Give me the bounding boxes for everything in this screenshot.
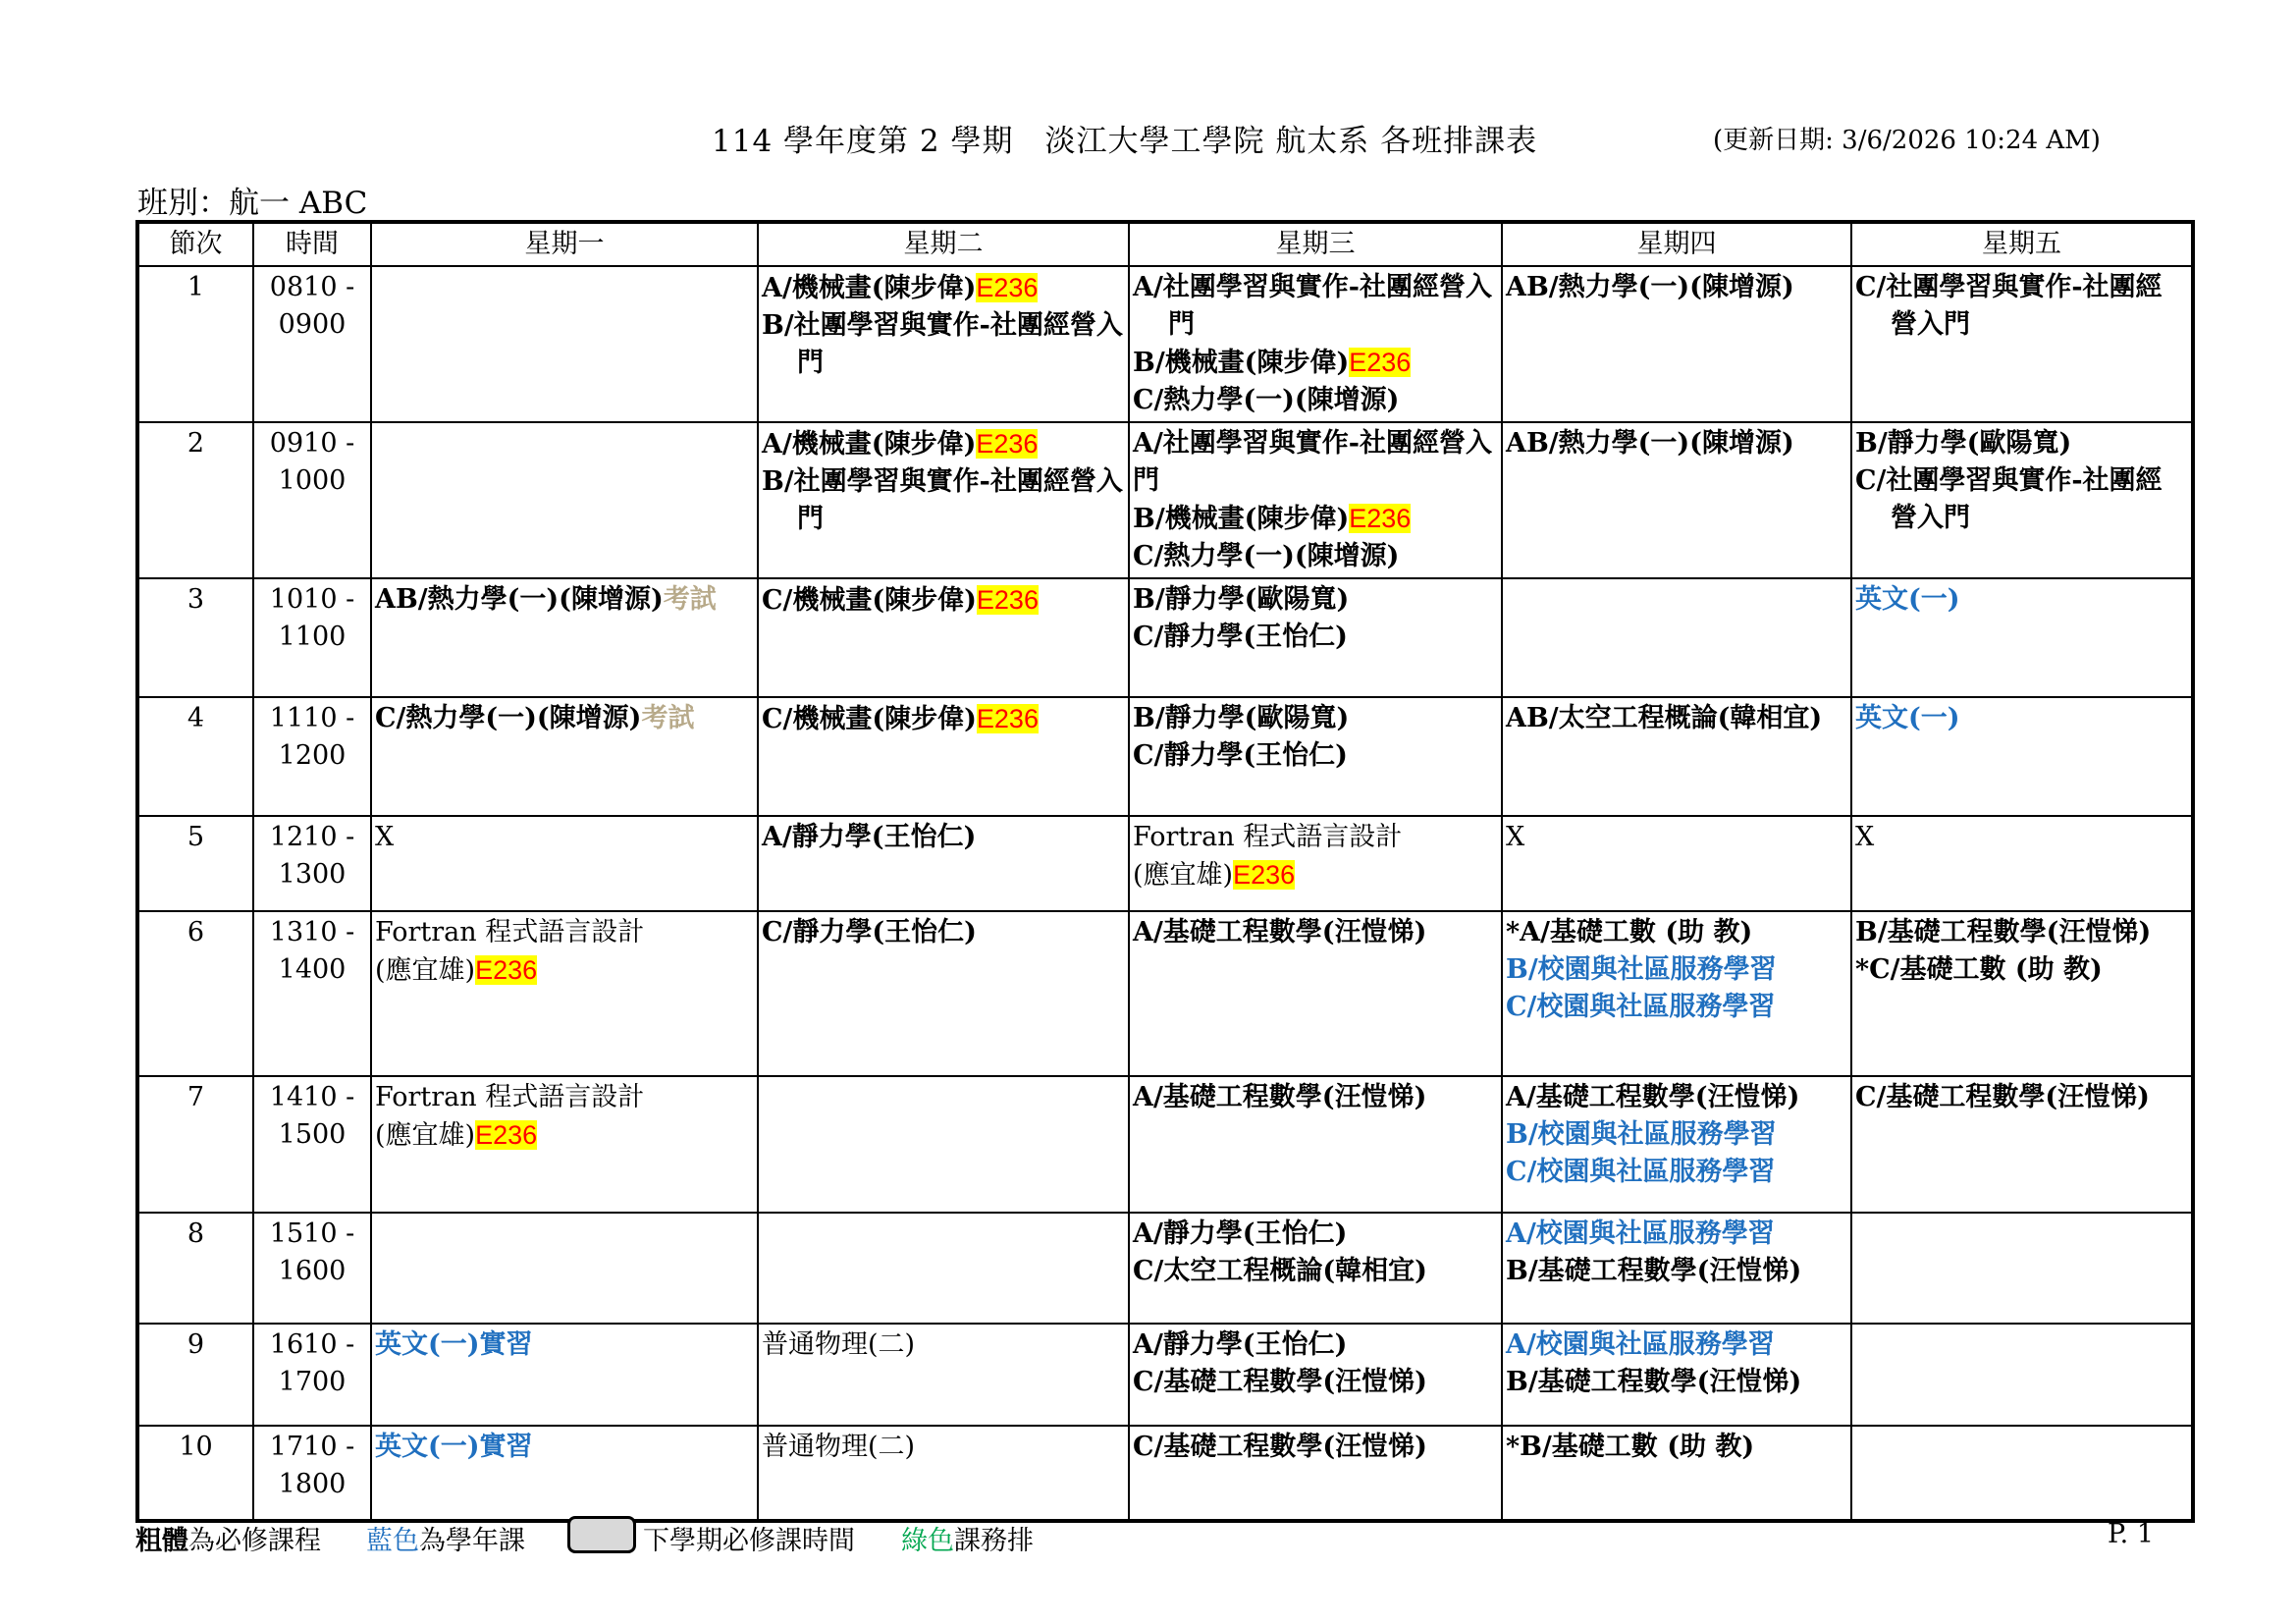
cell-monday: [371, 1426, 758, 1521]
course-entry: [1506, 1326, 1847, 1364]
course-name: AB/太空工程概論(韓相宜): [1506, 703, 1823, 733]
course-name: Fortran 程式語言設計: [375, 1082, 645, 1112]
cell-tuesday: [758, 1426, 1129, 1521]
time-end: 1800: [278, 1469, 347, 1499]
room-tag: E236: [976, 429, 1039, 459]
course-entry: [1506, 1364, 1847, 1401]
period-number: 1: [137, 266, 253, 422]
cell-friday: [1851, 1426, 2193, 1521]
time-range: [253, 578, 371, 697]
course-name: B/校園與社區服務學習: [1506, 954, 1777, 985]
course-name: AB/熱力學(一)(陳增源): [1506, 272, 1794, 302]
course-name: B/靜力學(歐陽寬): [1133, 703, 1350, 733]
time-end: 1400: [278, 954, 347, 985]
course-name: A/社團學習與實作-社團經營入門: [1133, 272, 1493, 340]
course-name: C/熱力學(一)(陳增源): [375, 703, 642, 733]
course-entry: [762, 1429, 1125, 1466]
cell-tuesday: [758, 1213, 1129, 1324]
cell-wednesday: [1129, 1426, 1502, 1521]
course-entry: [762, 1326, 1125, 1364]
page-number: P. 1: [2107, 1519, 2154, 1549]
course-name: C/基礎工程數學(汪愷悌): [1133, 1367, 1427, 1397]
cell-monday: [371, 422, 758, 578]
course-name: C/校園與社區服務學習: [1506, 1157, 1776, 1187]
course-name: AB/熱力學(一)(陳增源): [1506, 428, 1794, 459]
course-name: 普通物理(二): [762, 1329, 916, 1360]
header-row: [137, 222, 2193, 266]
course-name: C/社團學習與實作-社團經營入門: [1855, 465, 2163, 533]
course-entry: [1855, 819, 2188, 856]
course-name: C/靜力學(王怡仁): [762, 917, 977, 947]
cell-monday: [371, 816, 758, 911]
course-entry: [1133, 269, 1498, 344]
time-start: 1210 -: [269, 822, 355, 852]
cell-wednesday: [1129, 697, 1502, 816]
schedule-row: [137, 816, 2193, 911]
course-name: A/靜力學(王怡仁): [762, 822, 977, 852]
course-name: 普通物理(二): [762, 1432, 916, 1462]
room-tag: E236: [1349, 348, 1412, 377]
time-start: 1710 -: [269, 1432, 355, 1462]
course-entry: [1506, 425, 1847, 462]
course-entry: [375, 819, 754, 856]
course-entry: [1855, 700, 2188, 737]
time-start: 1510 -: [269, 1218, 355, 1249]
time-end: 1100: [278, 622, 347, 652]
course-name: A/校園與社區服務學習: [1506, 1218, 1775, 1249]
course-entry: [1506, 1079, 1847, 1116]
time-end: 1700: [278, 1367, 347, 1397]
course-name: C/基礎工程數學(汪愷悌): [1133, 1432, 1427, 1462]
page-title: 114 學年度第 2 學期 淡江大學工學院 航太系 各班排課表: [712, 124, 1538, 159]
course-entry: [762, 819, 1125, 856]
course-name: C/校園與社區服務學習: [1506, 992, 1776, 1022]
legend: [135, 1519, 2191, 1558]
cell-monday: [371, 1324, 758, 1426]
header-period: 節次: [137, 222, 253, 266]
course-name: *A/基礎工數 (助 教): [1506, 917, 1753, 947]
course-entry: [1855, 462, 2188, 537]
period-number: 2: [137, 422, 253, 578]
course-name: C/機械畫(陳步偉): [762, 704, 977, 734]
course-name: A/基礎工程數學(汪愷悌): [1506, 1082, 1800, 1112]
cell-thursday: [1502, 697, 1851, 816]
time-end: 1500: [278, 1119, 347, 1150]
schedule-row: [137, 1076, 2193, 1213]
course-entry: [1133, 700, 1498, 737]
legend-blue: 藍色為學年課: [366, 1526, 525, 1555]
course-entry: [762, 581, 1125, 620]
course-entry: [1855, 581, 2188, 619]
course-entry: [1133, 1326, 1498, 1364]
course-name: A/機械畫(陳步偉): [762, 273, 977, 303]
time-start: 1410 -: [269, 1082, 355, 1112]
time-end: 1300: [278, 859, 347, 890]
time-range: [253, 1213, 371, 1324]
cell-friday: [1851, 1213, 2193, 1324]
class-label: 班別：航一 ABC: [137, 186, 368, 221]
time-range: [253, 266, 371, 422]
schedule-table: [135, 220, 2195, 1523]
course-entry: [1855, 425, 2188, 462]
cell-thursday: [1502, 578, 1851, 697]
course-entry: [762, 307, 1125, 382]
schedule-row: [137, 422, 2193, 578]
period-number: 10: [137, 1426, 253, 1521]
course-name: C/社團學習與實作-社團經營入門: [1855, 272, 2163, 340]
period-number: 4: [137, 697, 253, 816]
course-entry: [375, 700, 754, 737]
course-entry: [762, 269, 1125, 307]
time-start: 0910 -: [269, 428, 355, 459]
course-entry: [1855, 1079, 2188, 1116]
course-name: 英文(一)實習: [375, 1329, 533, 1360]
course-entry: [1133, 344, 1498, 382]
course-name: 英文(一)實習: [375, 1432, 533, 1462]
room-tag: E236: [1349, 504, 1412, 533]
course-name: A/靜力學(王怡仁): [1133, 1218, 1348, 1249]
cell-wednesday: [1129, 1076, 1502, 1213]
course-entry: [1506, 1116, 1847, 1154]
period-number: 9: [137, 1324, 253, 1426]
cell-friday: [1851, 911, 2193, 1076]
cell-monday: [371, 1213, 758, 1324]
cell-friday: [1851, 697, 2193, 816]
course-entry: [1133, 1429, 1498, 1466]
cell-wednesday: [1129, 816, 1502, 911]
course-name: C/靜力學(王怡仁): [1133, 622, 1348, 652]
header-wednesday: 星期三: [1129, 222, 1502, 266]
header-tuesday: 星期二: [758, 222, 1129, 266]
cell-wednesday: [1129, 422, 1502, 578]
course-entry: [1133, 1079, 1498, 1116]
course-entry: [762, 700, 1125, 738]
room-tag: E236: [1233, 860, 1296, 890]
header-monday: 星期一: [371, 222, 758, 266]
time-range: [253, 697, 371, 816]
course-entry: [1855, 914, 2188, 951]
schedule-row: [137, 578, 2193, 697]
course-entry: [375, 1326, 754, 1364]
legend-swatch-label: 下學期必修課時間: [643, 1526, 855, 1555]
page-header: [0, 116, 2296, 165]
time-start: 1010 -: [269, 584, 355, 615]
cell-thursday: [1502, 816, 1851, 911]
cell-tuesday: [758, 578, 1129, 697]
cell-tuesday: [758, 1324, 1129, 1426]
cell-tuesday: [758, 266, 1129, 422]
room-tag: E236: [475, 955, 538, 985]
cell-wednesday: [1129, 266, 1502, 422]
time-range: [253, 816, 371, 911]
cell-monday: [371, 1076, 758, 1213]
course-name: *C/基礎工數 (助 教): [1855, 954, 2103, 985]
exam-tag: 考試: [641, 703, 695, 733]
period-number: 7: [137, 1076, 253, 1213]
course-name: B/基礎工程數學(汪愷悌): [1506, 1367, 1802, 1397]
cell-wednesday: [1129, 578, 1502, 697]
header-thursday: 星期四: [1502, 222, 1851, 266]
course-entry: [375, 581, 754, 619]
period-number: 6: [137, 911, 253, 1076]
course-name: A/校園與社區服務學習: [1506, 1329, 1775, 1360]
course-entry: [1506, 1154, 1847, 1191]
cell-monday: [371, 266, 758, 422]
exam-tag: 考試: [663, 584, 717, 615]
cell-tuesday: [758, 422, 1129, 578]
cell-thursday: [1502, 1426, 1851, 1521]
course-name: C/機械畫(陳步偉): [762, 585, 977, 616]
course-entry: [1855, 951, 2188, 989]
cell-tuesday: [758, 697, 1129, 816]
schedule-row: [137, 1213, 2193, 1324]
course-entry: [1506, 989, 1847, 1026]
course-name: A/靜力學(王怡仁): [1133, 1329, 1348, 1360]
course-entry: [762, 914, 1125, 951]
cell-wednesday: [1129, 1324, 1502, 1426]
cell-friday: [1851, 1076, 2193, 1213]
cell-thursday: [1502, 266, 1851, 422]
time-range: [253, 1426, 371, 1521]
course-name: B/基礎工程數學(汪愷悌): [1855, 917, 2152, 947]
time-end: 1200: [278, 740, 347, 771]
legend-green: 綠色課務排: [901, 1526, 1034, 1555]
course-entry: [1855, 269, 2188, 344]
course-entry: [1133, 737, 1498, 775]
cell-friday: [1851, 266, 2193, 422]
course-name: (應宜雄): [375, 955, 476, 986]
course-entry: [1133, 1216, 1498, 1253]
cell-monday: [371, 578, 758, 697]
course-entry: [1133, 538, 1498, 575]
course-name: Fortran 程式語言設計: [1133, 822, 1403, 852]
course-entry: [1133, 1253, 1498, 1290]
course-name: A/基礎工程數學(汪愷悌): [1133, 917, 1427, 947]
time-range: [253, 1076, 371, 1213]
course-name: A/機械畫(陳步偉): [762, 429, 977, 460]
time-end: 0900: [278, 309, 347, 340]
legend-bold: 粗體為必修課程: [135, 1526, 321, 1555]
course-name: C/基礎工程數學(汪愷悌): [1855, 1082, 2150, 1112]
course-entry: [375, 951, 754, 990]
course-entry: [1506, 1429, 1847, 1466]
course-entry: [1133, 819, 1498, 856]
course-name: (應宜雄): [1133, 860, 1234, 891]
time-end: 1000: [278, 465, 347, 496]
schedule-row: [137, 1426, 2193, 1521]
room-tag: E236: [976, 704, 1039, 733]
time-start: 1610 -: [269, 1329, 355, 1360]
room-tag: E236: [475, 1120, 538, 1150]
schedule-row: [137, 911, 2193, 1076]
time-start: 1110 -: [269, 703, 355, 733]
cell-tuesday: [758, 816, 1129, 911]
course-name: B/校園與社區服務學習: [1506, 1119, 1777, 1150]
cell-wednesday: [1129, 1213, 1502, 1324]
course-entry: [1133, 382, 1498, 419]
time-range: [253, 1324, 371, 1426]
course-name: B/機械畫(陳步偉): [1133, 348, 1350, 378]
update-date: (更新日期: 3/6/2026 10:24 AM): [1713, 126, 2101, 155]
course-name: A/社團學習與實作-社團經營入門: [1133, 428, 1493, 496]
course-name: B/靜力學(歐陽寬): [1133, 584, 1350, 615]
period-number: 5: [137, 816, 253, 911]
course-entry: [1133, 619, 1498, 656]
cell-thursday: [1502, 1324, 1851, 1426]
cell-wednesday: [1129, 911, 1502, 1076]
cell-friday: [1851, 578, 2193, 697]
course-name: C/靜力學(王怡仁): [1133, 740, 1348, 771]
course-name: B/社團學習與實作-社團經營入門: [762, 466, 1123, 534]
course-entry: [1506, 1253, 1847, 1290]
course-entry: [762, 463, 1125, 538]
course-entry: [375, 1116, 754, 1155]
schedule-row: [137, 266, 2193, 422]
course-name: B/社團學習與實作-社團經營入門: [762, 310, 1123, 378]
course-entry: [375, 914, 754, 951]
course-entry: [1506, 700, 1847, 737]
course-name: B/靜力學(歐陽寬): [1855, 428, 2072, 459]
cell-friday: [1851, 1324, 2193, 1426]
course-entry: [1133, 856, 1498, 894]
course-entry: [1133, 1364, 1498, 1401]
schedule-row: [137, 1324, 2193, 1426]
course-entry: [375, 1079, 754, 1116]
cell-monday: [371, 911, 758, 1076]
cell-monday: [371, 697, 758, 816]
course-name: Fortran 程式語言設計: [375, 917, 645, 947]
course-name: X: [1506, 822, 1525, 852]
course-name: C/熱力學(一)(陳增源): [1133, 541, 1400, 571]
course-name: B/機械畫(陳步偉): [1133, 504, 1350, 534]
course-name: 英文(一): [1855, 703, 1960, 733]
course-name: X: [375, 822, 395, 852]
course-name: X: [1855, 822, 1875, 852]
room-tag: E236: [976, 273, 1039, 302]
course-name: AB/熱力學(一)(陳增源): [375, 584, 664, 615]
course-entry: [1506, 1216, 1847, 1253]
period-number: 3: [137, 578, 253, 697]
course-name: A/基礎工程數學(汪愷悌): [1133, 1082, 1427, 1112]
course-entry: [1506, 951, 1847, 989]
course-name: C/熱力學(一)(陳增源): [1133, 385, 1400, 415]
course-name: *B/基礎工數 (助 教): [1506, 1432, 1755, 1462]
time-start: 0810 -: [269, 272, 355, 302]
course-entry: [1506, 914, 1847, 951]
course-name: 英文(一): [1855, 584, 1960, 615]
course-entry: [1133, 914, 1498, 951]
cell-thursday: [1502, 422, 1851, 578]
cell-thursday: [1502, 1076, 1851, 1213]
course-entry: [762, 425, 1125, 463]
time-end: 1600: [278, 1256, 347, 1286]
cell-friday: [1851, 816, 2193, 911]
time-start: 1310 -: [269, 917, 355, 947]
course-name: (應宜雄): [375, 1120, 476, 1151]
course-entry: [1133, 581, 1498, 619]
cell-tuesday: [758, 911, 1129, 1076]
course-entry: [1133, 500, 1498, 538]
cell-thursday: [1502, 911, 1851, 1076]
course-entry: [1133, 425, 1498, 500]
header-time: 時間: [253, 222, 371, 266]
room-tag: E236: [976, 585, 1039, 615]
cell-thursday: [1502, 1213, 1851, 1324]
schedule-row: [137, 697, 2193, 816]
legend-swatch: [567, 1516, 636, 1553]
course-name: B/基礎工程數學(汪愷悌): [1506, 1256, 1802, 1286]
time-range: [253, 911, 371, 1076]
course-name: C/太空工程概論(韓相宜): [1133, 1256, 1427, 1286]
period-number: 8: [137, 1213, 253, 1324]
course-entry: [1506, 269, 1847, 306]
course-entry: [1506, 819, 1847, 856]
cell-tuesday: [758, 1076, 1129, 1213]
course-entry: [375, 1429, 754, 1466]
time-range: [253, 422, 371, 578]
cell-friday: [1851, 422, 2193, 578]
header-friday: 星期五: [1851, 222, 2193, 266]
